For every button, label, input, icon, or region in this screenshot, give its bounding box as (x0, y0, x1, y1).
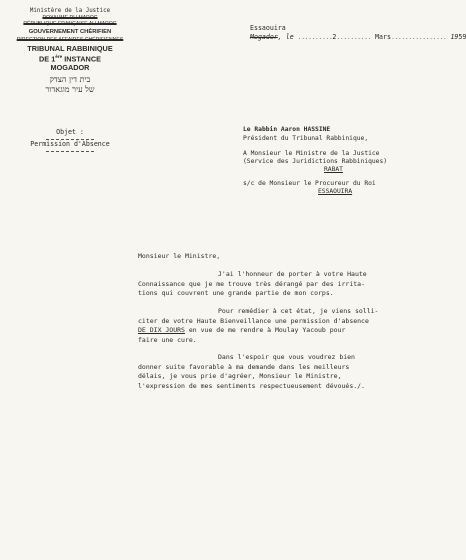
tribunal-title (8, 45, 132, 73)
tribunal-city: MOGADOR (50, 63, 90, 73)
paragraph-1: J'ai l'honneur de porter à votre Haute Connaissance que je me trouve très dérangé par des irrita- tions qui couvrent une grande partie de mon corps. (138, 270, 367, 298)
date-year: 59 (458, 33, 466, 41)
paragraph-3: Dans l'espoir que vous voudrez bien donner suite favorable à ma demande dans les meilleurs délais, je vous prie d'agréer, Monsieur le Ministre, l'expression de mes sentiments respectueusement dévoués./. (138, 353, 365, 390)
struck-header-line: DIRECTION DES AFFAIRES CHÉRIFIENNES (16, 36, 124, 43)
recipient-line: (Service des Juridictions Rabbiniques) (243, 158, 388, 165)
letter-body (138, 252, 408, 262)
recipient-line: s/c de Monsieur le Procureur du Roi (243, 180, 376, 187)
dateline: Mogador, le ..........2.......... Mars................ 1959 (250, 33, 466, 41)
sender-name: Le Rabbin Aaron HASSINE (243, 126, 331, 133)
subject-divider (46, 150, 94, 152)
paragraph-2: Pour remédier à cet état, je viens solli- citer de votre Haute Bienveillance une permission d'absence DE DIX JOURS en vue de me rendre à Moulay Yacoub pour faire une cure. (138, 307, 379, 344)
hebrew-title: בית דין הצדק של עיר מוגאדור (45, 74, 95, 94)
salutation: Monsieur le Ministre, (138, 252, 221, 260)
recipient-city: RABAT (324, 166, 343, 173)
date-day: 2 (332, 33, 337, 41)
struck-header-line: RÉPUBLIQUE FRANÇAISE AU MAROC (23, 21, 117, 28)
letterhead (8, 8, 132, 95)
subject-value: Permission d'Absence (30, 139, 110, 148)
subject-block (15, 128, 125, 152)
ministry-title: Ministère de la Justice (29, 8, 111, 14)
recipient-city: ESSAOUIRA (318, 188, 353, 195)
sender-title: Président du Tribunal Rabbinique, (243, 135, 369, 142)
struck-header-line: ROYAUME DU MAROC (42, 15, 98, 22)
tribunal-line: TRIBUNAL RABBINIQUE (27, 44, 113, 54)
tribunal-line: DE 1ère INSTANCE (39, 53, 101, 64)
struck-place: Mogador (250, 33, 278, 41)
date-month: Mars (375, 33, 391, 41)
government-title: GOUVERNEMENT CHÉRIFIEN (28, 28, 112, 35)
subject-label: Objet : (56, 128, 84, 136)
place-typed: Essaouira (250, 24, 286, 32)
duration-highlight: DE DIX JOURS (138, 326, 185, 335)
recipient-line: A Monsieur le Ministre de la Justice (243, 150, 380, 157)
